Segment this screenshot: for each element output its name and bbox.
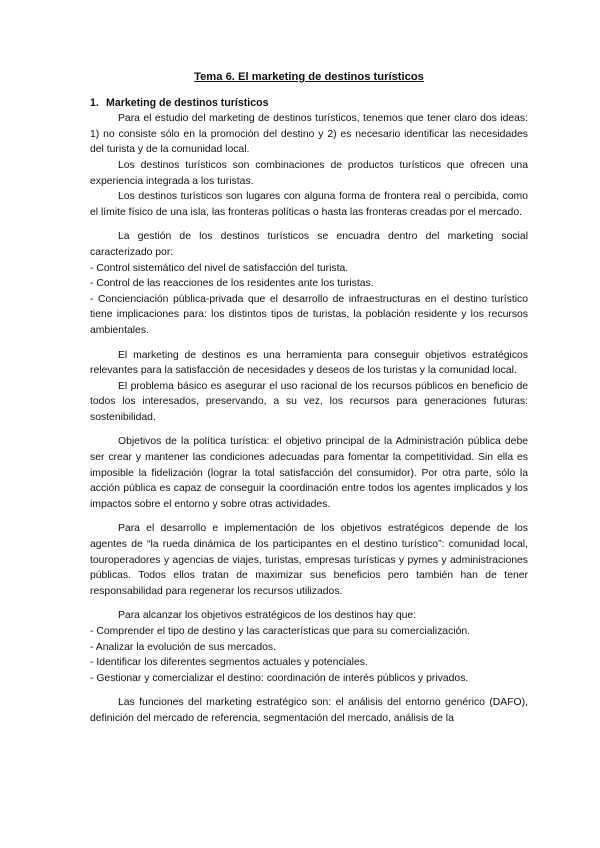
paragraph-6: El problema básico es asegurar el uso racional de los recursos públicos en beneficio de todos los interesados, preservando, a su vez, los recursos para generaciones futuras: sostenibilidad.: [90, 380, 528, 423]
list-item: - Comprender el tipo de destino y las características que para su comercialización.: [90, 626, 471, 637]
paragraph-4: La gestión de los destinos turísticos se encuadra dentro del marketing social caracterizado por:: [90, 231, 528, 258]
section-number: 1.: [90, 96, 99, 109]
paragraph-1: Para el estudio del marketing de destinos turísticos, tenemos que tener claro dos ideas: 1) no consiste sólo en la promoción del destino y 2) es necesario identificar las necesidades del turista y de la comunidad local.: [90, 113, 528, 156]
list-item: - Analizar la evolución de sus mercados.: [90, 641, 276, 653]
list-item: - Control sistemático del nivel de satisfacción del turista.: [90, 262, 349, 274]
paragraph-3: Los destinos turísticos son lugares con alguna forma de frontera real o percibida, como el límite físico de una isla, las fronteras políticas o hasta las fronteras creadas por el mercado.: [90, 191, 528, 218]
paragraph-8: Para el desarrollo e implementación de los objetivos estratégicos depende de los agentes de “la rueda dinámica de los participantes en el destino turístico”: comunidad local, touroperadores y agencias de viajes, turistas, empresas turísticas y pymes y administraciones públicas. Todos ellos tratan de maximizar sus beneficios pero también han de tener responsabilidad para regenerar los recursos utilizados.: [90, 523, 528, 597]
list-item: - Concienciación pública-privada que el desarrollo de infraestructuras en el destino turístico tiene implicaciones para: los distintos tipos de turistas, la población residente y los recursos ambientales.: [90, 293, 528, 336]
list-item: - Control de las reacciones de los residentes ante los turistas.: [90, 278, 374, 290]
section-heading: [90, 96, 528, 112]
document-title: Tema 6. El marketing de destinos turísticos: [194, 71, 424, 83]
list-item: - Identificar los diferentes segmentos actuales y potenciales.: [90, 657, 368, 669]
paragraph-10: Las funciones del marketing estratégico son: el análisis del entorno genérico (DAFO), definición del mercado de referencia, segmentación del mercado, análisis de la: [90, 697, 528, 724]
paragraph-5: El marketing de destinos es una herramienta para conseguir objetivos estratégicos relevantes para la satisfacción de necesidades y deseos de los turistas y la comunidad local.: [90, 349, 528, 377]
document-page: [90, 70, 528, 727]
list-item: - Gestionar y comercializar el destino: coordinación de interés públicos y privados.: [90, 672, 469, 684]
section-heading-text: Marketing de destinos turísticos: [106, 96, 269, 109]
paragraph-9: Para alcanzar los objetivos estratégicos de los destinos hay que:: [118, 610, 417, 622]
paragraph-7: Objetivos de la política turística: el objetivo principal de la Administración pública debe ser crear y mantener las condiciones adecuadas para fomentar la competitividad. Sin ella es imposible la fidelización (lograr la total satisfacción del consumidor). Por otra parte, sólo la acción pública es capaz de conseguir la coordinación entre todos los agentes implicados y los impactos sobre el entorno y sobre otras actividades.: [90, 436, 528, 510]
paragraph-2: Los destinos turísticos son combinaciones de productos turísticos que ofrecen una experiencia integrada a los turistas.: [90, 159, 528, 187]
